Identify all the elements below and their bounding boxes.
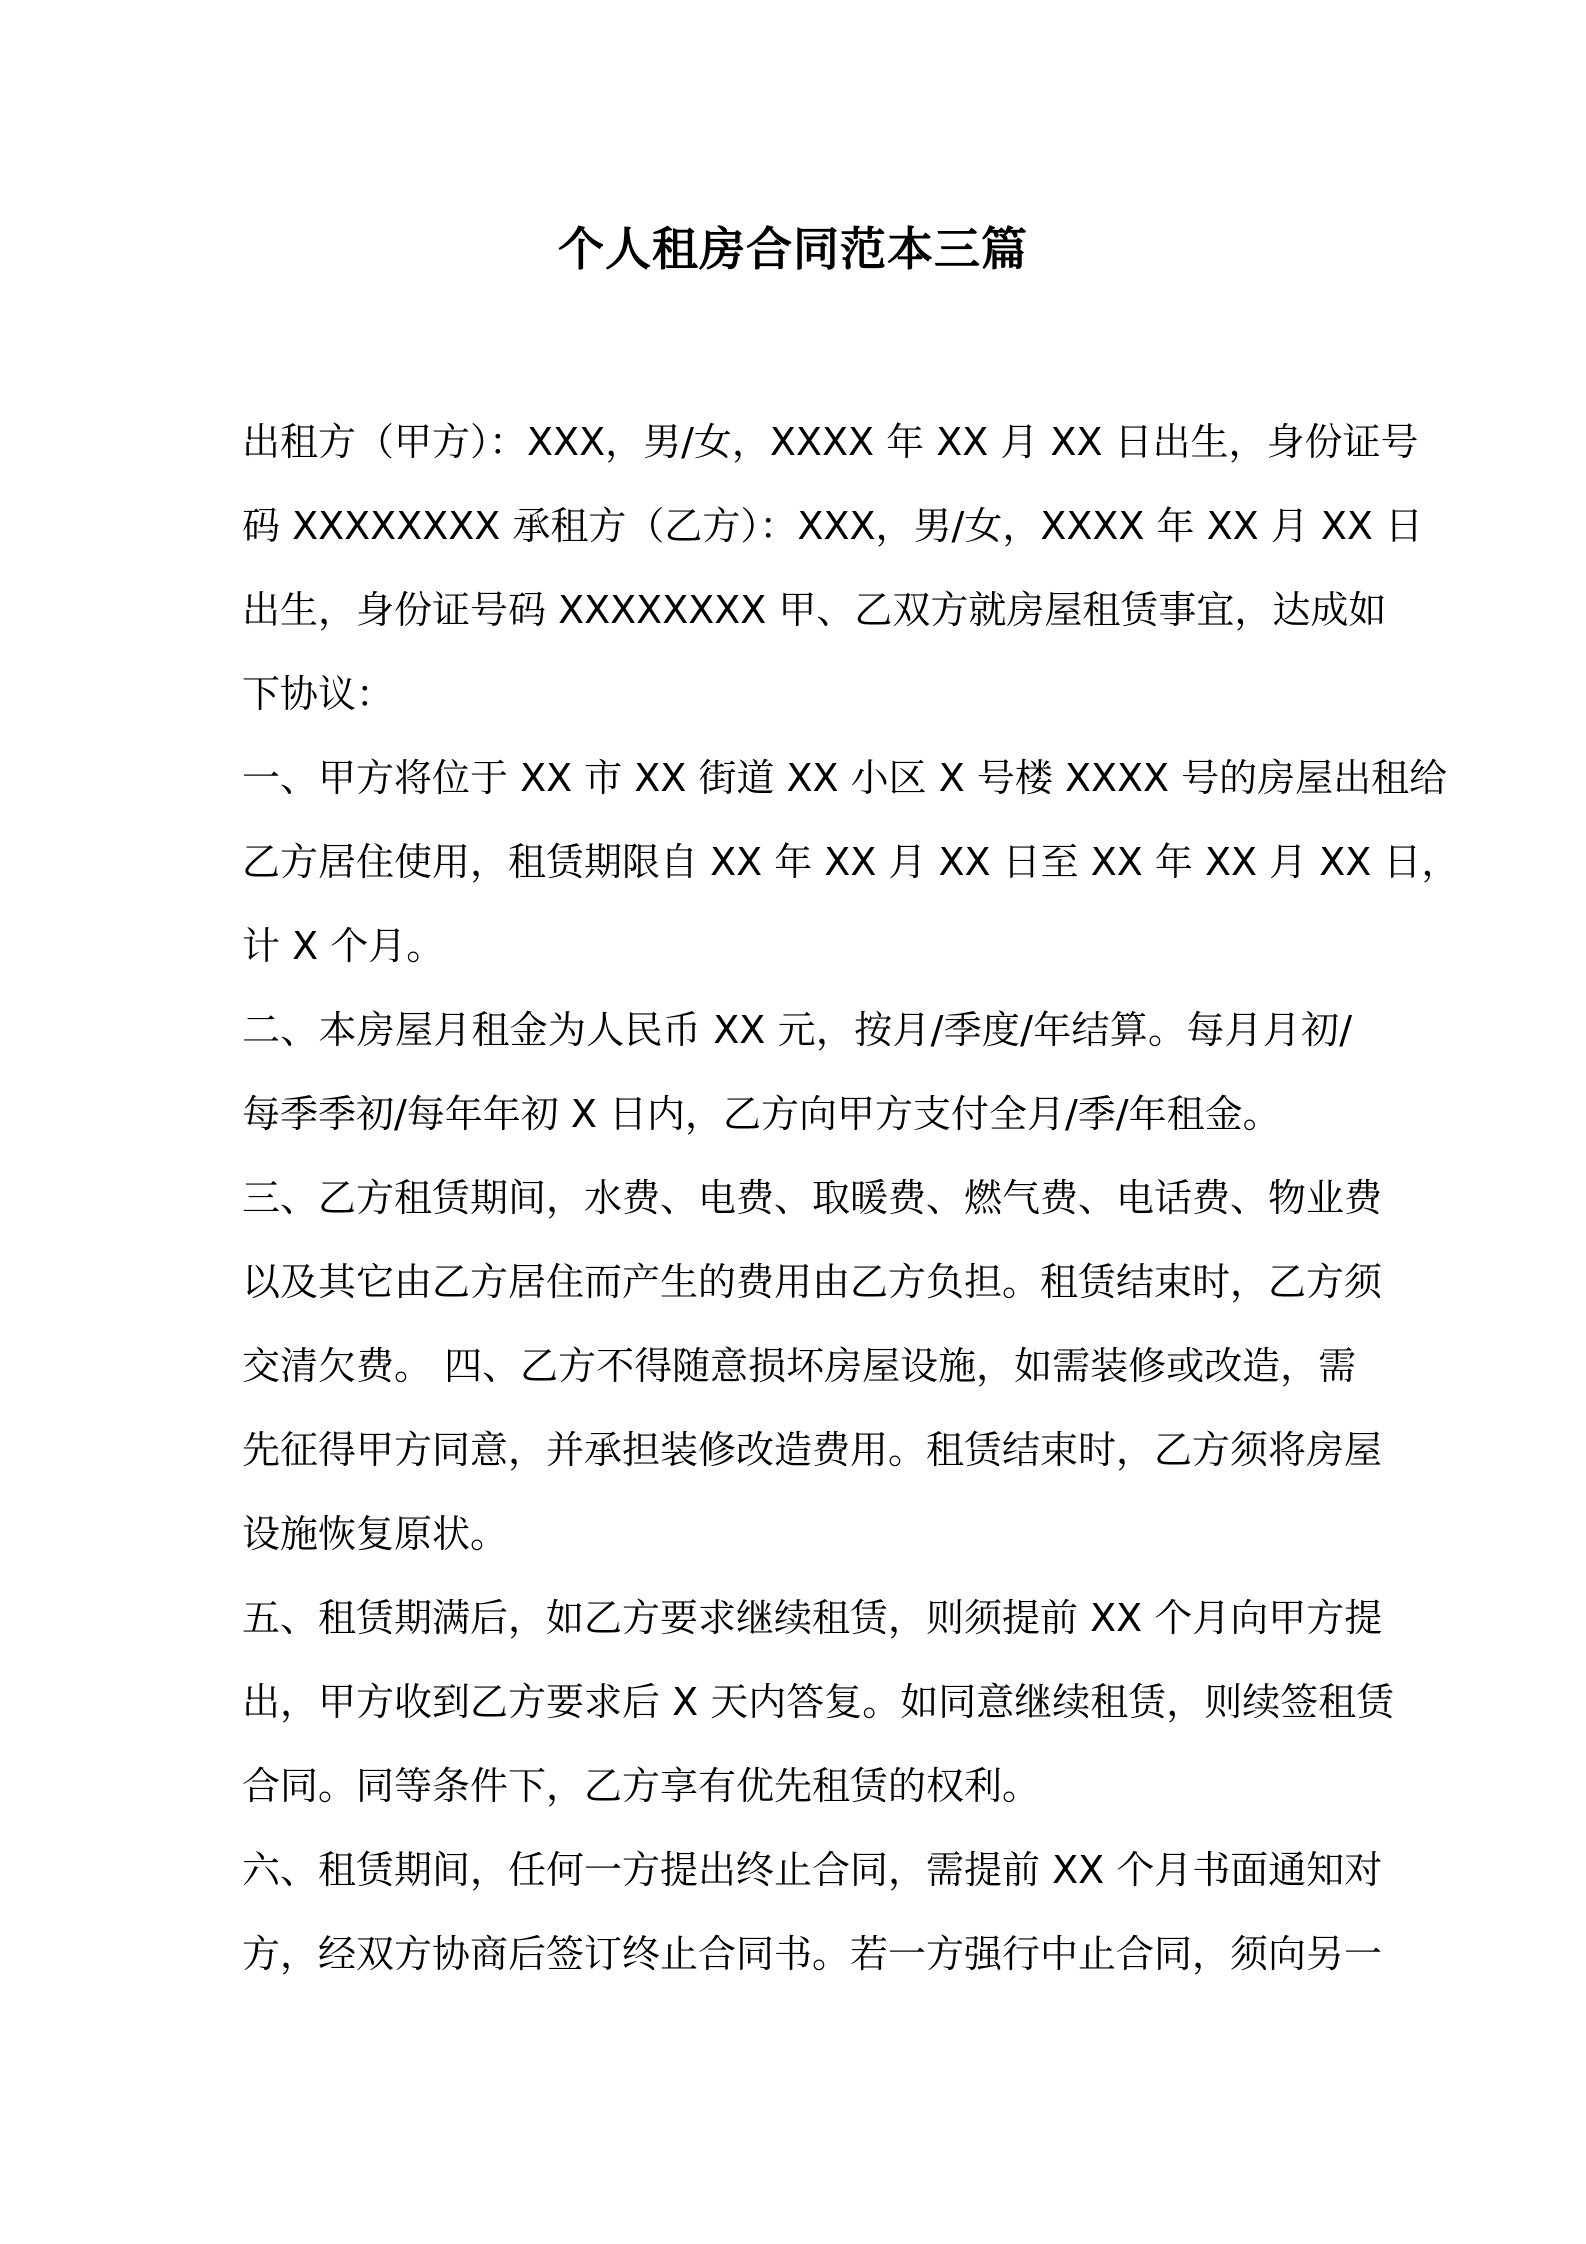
document-title: 个人租房合同范本三篇 (558, 222, 1028, 276)
paragraph-clause-5 (242, 1576, 1395, 1828)
text-line: 先征得甲方同意，并承担装修改造费用。租赁结束时，乙方须将房屋 (242, 1428, 1383, 1472)
text-line: 码 XXXXXXXX 承租方（乙方）：XXX，男/女，XXXX 年 XX 月 XX 日 (242, 504, 1423, 548)
text-line: 以及其它由乙方居住而产生的费用由乙方负担。租赁结束时，乙方须 (242, 1260, 1383, 1304)
text-line: 乙方居住使用，租赁期限自 XX 年 XX 月 XX 日至 XX 年 XX 月 XX 日， (242, 840, 1460, 884)
text-line: 方，经双方协商后签订终止合同书。若一方强行中止合同，须向另一 (242, 1932, 1383, 1976)
text-line: 出生，身份证号码 XXXXXXXX 甲、乙双方就房屋租赁事宜，达成如 (242, 588, 1387, 632)
text-line: 五、租赁期满后，如乙方要求继续租赁，则须提前 XX 个月向甲方提 (242, 1596, 1383, 1640)
text-line: 六、租赁期间，任何一方提出终止合同，需提前 XX 个月书面通知对 (242, 1848, 1383, 1892)
text-line: 交清欠费。 四、乙方不得随意损坏房屋设施，如需装修或改造，需 (242, 1344, 1357, 1388)
text-line: 出租方（甲方）：XXX，男/女，XXXX 年 XX 月 XX 日出生，身份证号 (242, 420, 1419, 464)
text-line: 一、甲方将位于 XX 市 XX 街道 XX 小区 X 号楼 XXXX 号的房屋出租给 (242, 756, 1448, 800)
text-line: 出，甲方收到乙方要求后 X 天内答复。如同意继续租赁，则续签租赁 (242, 1680, 1395, 1724)
paragraph-clause-2 (242, 988, 1352, 1156)
paragraph-parties (242, 400, 1423, 736)
text-line: 计 X 个月。 (242, 924, 445, 968)
document-body (242, 400, 1460, 1996)
text-line: 三、乙方租赁期间，水费、电费、取暖费、燃气费、电话费、物业费 (242, 1176, 1383, 1220)
paragraph-clause-3-4 (242, 1156, 1383, 1576)
text-line: 二、本房屋月租金为人民币 XX 元，按月/季度/年结算。每月月初/ (242, 1008, 1352, 1052)
text-line: 设施恢复原状。 (242, 1512, 509, 1556)
paragraph-clause-6 (242, 1828, 1383, 1996)
paragraph-clause-1 (242, 736, 1460, 988)
text-line: 合同。同等条件下，乙方享有优先租赁的权利。 (242, 1764, 1041, 1808)
text-line: 下协议： (242, 672, 395, 716)
text-line: 每季季初/每年年初 X 日内，乙方向甲方支付全月/季/年租金。 (242, 1092, 1281, 1136)
